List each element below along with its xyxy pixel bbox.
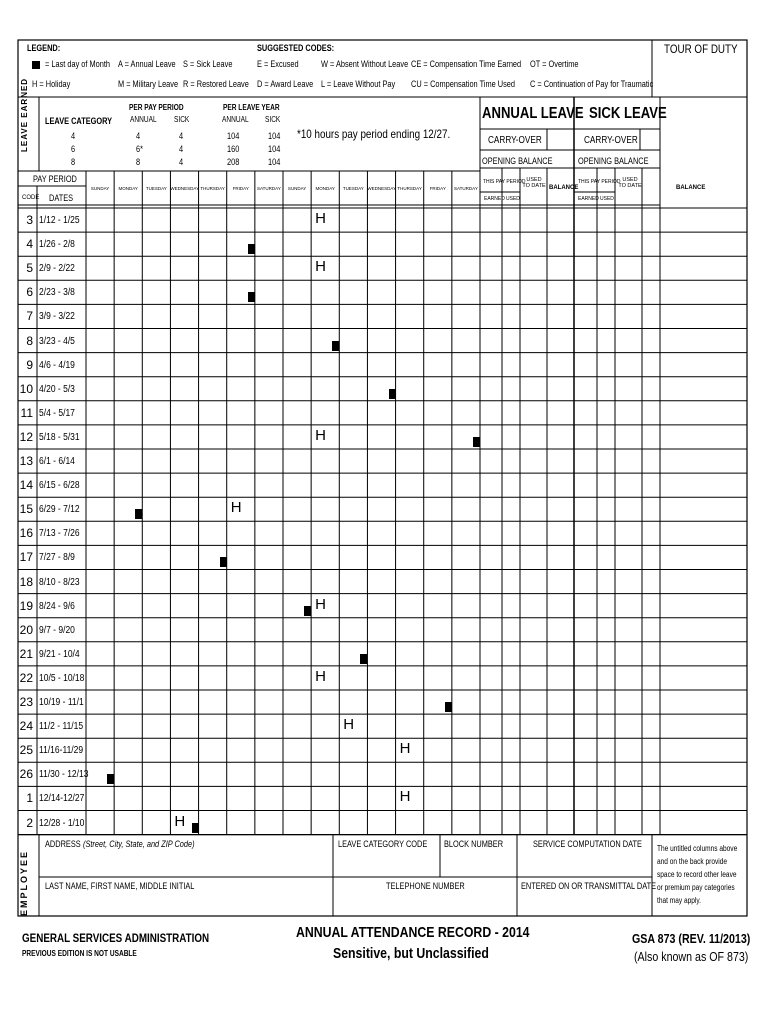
annual-opening-balance-label: OPENING BALANCE: [482, 156, 553, 166]
row-code: 14: [19, 478, 33, 493]
leave-earned-pp-annual: 8: [136, 157, 141, 167]
last-day-of-month-mark: [360, 654, 367, 664]
row-code: 25: [19, 743, 33, 758]
last-day-of-month-mark: [248, 244, 255, 254]
row-dates: 12/28 - 1/10: [39, 817, 85, 829]
row-dates: 11/16-11/29: [39, 745, 84, 757]
annual-earned-header: EARNED: [484, 196, 505, 202]
day-header: MONDAY: [315, 186, 335, 191]
code-item: C = Continuation of Pay for Traumatic: [530, 79, 654, 89]
annual-this-pay-period: THIS PAY PERIOD: [483, 179, 526, 185]
row-code: 20: [19, 622, 33, 637]
code-item: W = Absent Without Leave: [321, 59, 409, 69]
row-code: 13: [19, 454, 33, 468]
leave-earned-pp-sick: 4: [179, 131, 184, 141]
legend-item: S = Sick Leave: [183, 59, 233, 69]
row-code: 6: [26, 285, 33, 300]
day-header: TUESDAY: [145, 186, 167, 191]
leave-earned-ly-sick: 104: [268, 144, 281, 154]
day-header: SUNDAY: [287, 186, 307, 191]
leave-earned-ly-annual: 104: [227, 131, 240, 141]
row-code: 18: [19, 574, 33, 589]
row-dates: 11/30 - 12/13: [39, 769, 89, 781]
day-header: MONDAY: [118, 186, 138, 191]
holiday-mark: H: [315, 667, 326, 685]
leave-category-code-label: LEAVE CATEGORY CODE: [338, 839, 428, 849]
row-dates: 5/18 - 5/31: [39, 431, 80, 443]
legend-item: A = Annual Leave: [118, 59, 176, 69]
day-header: THURSDAY: [397, 186, 422, 191]
annual-leave-title: ANNUAL LEAVE: [482, 105, 584, 122]
ly-annual-header: ANNUAL: [222, 115, 249, 124]
row-dates: 6/15 - 6/28: [39, 480, 80, 492]
last-day-of-month-mark: [192, 823, 199, 833]
holiday-mark: H: [399, 788, 411, 806]
agency-name: GENERAL SERVICES ADMINISTRATION: [22, 931, 210, 945]
day-header: WEDNESDAY: [367, 186, 397, 191]
row-code: 17: [19, 550, 33, 565]
row-dates: 9/21 - 10/4: [39, 648, 80, 660]
row-code: 7: [26, 309, 33, 324]
holiday-mark: H: [315, 426, 326, 444]
row-dates: 2/9 - 2/22: [39, 263, 75, 275]
per-leave-year-header: PER LEAVE YEAR: [223, 103, 280, 112]
row-dates: 5/4 - 5/17: [39, 407, 75, 419]
row-dates: 1/12 - 1/25: [39, 215, 80, 226]
leave-earned-side-label: LEAVE EARNED: [20, 77, 29, 152]
form-aka: (Also known as OF 873): [634, 949, 749, 964]
row-dates: 10/19 - 11/1: [39, 697, 84, 708]
holiday-mark: H: [315, 210, 326, 227]
row-code: 8: [26, 333, 33, 348]
holiday-mark: H: [315, 258, 326, 276]
form-number: GSA 873 (REV. 11/2013): [632, 931, 751, 946]
last-day-of-month-mark: [445, 702, 452, 712]
sick-used-header: USED: [600, 196, 614, 202]
row-code: 16: [19, 526, 33, 541]
holiday-mark: H: [174, 812, 186, 830]
pp-annual-header: ANNUAL: [130, 115, 157, 124]
row-code: 22: [19, 670, 33, 685]
legend-title: LEGEND:: [27, 43, 61, 53]
telephone-label: TELEPHONE NUMBER: [386, 881, 465, 891]
holiday-mark: H: [315, 595, 326, 613]
annual-used-to-date-header: USED TO DATE: [522, 177, 546, 189]
row-code: 21: [19, 646, 33, 661]
row-dates: 11/2 - 11/15: [39, 721, 84, 733]
per-pay-period-header: PER PAY PERIOD: [129, 103, 184, 112]
row-dates: 7/27 - 8/9: [39, 552, 75, 564]
row-dates: 4/20 - 5/3: [39, 383, 75, 395]
legend-item: = Last day of Month: [45, 59, 111, 69]
holiday-mark: H: [343, 716, 355, 734]
form-title: ANNUAL ATTENDANCE RECORD - 2014: [296, 924, 530, 941]
row-code: 5: [26, 261, 33, 276]
leave-earned-ly-sick: 104: [268, 157, 281, 167]
block-number-label: BLOCK NUMBER: [444, 839, 504, 849]
row-dates: 6/1 - 6/14: [39, 456, 75, 467]
day-header: WEDNESDAY: [170, 186, 200, 191]
code-header: CODE: [22, 195, 40, 201]
row-code: 1: [26, 791, 33, 806]
legend-item: H = Holiday: [32, 79, 71, 89]
row-code: 11: [20, 405, 33, 420]
last-day-of-month-mark: [389, 389, 396, 399]
day-header: SUNDAY: [90, 186, 110, 191]
leave-earned-category: 6: [71, 144, 76, 154]
leave-earned-pp-annual: 6*: [136, 144, 143, 154]
row-dates: 10/5 - 10/18: [39, 672, 85, 684]
employee-side-label: EMPLOYEE: [19, 849, 29, 916]
row-code: 19: [19, 598, 33, 613]
previous-edition-note: PREVIOUS EDITION IS NOT USABLE: [22, 949, 137, 958]
leave-earned-ly-annual: 208: [227, 157, 240, 167]
row-code: 9: [26, 357, 33, 372]
code-item: E = Excused: [257, 59, 299, 69]
row-dates: 12/14-12/27: [39, 793, 85, 805]
address-label: ADDRESS: [45, 839, 81, 849]
row-code: 10: [19, 381, 33, 396]
code-item: CU = Compensation Time Used: [411, 79, 515, 89]
service-date-label: SERVICE COMPUTATION DATE: [533, 839, 642, 849]
last-day-of-month-mark: [304, 606, 311, 616]
row-dates: 9/7 - 9/20: [39, 624, 75, 636]
address-hint: (Street, City, State, and ZIP Code): [83, 839, 195, 849]
ly-sick-header: SICK: [265, 115, 281, 124]
row-dates: 7/13 - 7/26: [39, 528, 80, 540]
pay-period-header: PAY PERIOD: [33, 174, 77, 184]
sick-carry-over-label: CARRY-OVER: [584, 135, 638, 146]
row-dates: 8/10 - 8/23: [39, 576, 80, 588]
leave-earned-category: 4: [71, 131, 76, 141]
day-header: SATURDAY: [453, 186, 478, 191]
last-day-of-month-mark: [332, 341, 339, 351]
row-code: 26: [19, 767, 33, 782]
tour-of-duty-label: TOUR OF DUTY: [664, 42, 738, 56]
row-dates: 3/23 - 4/5: [39, 335, 75, 347]
leave-earned-pp-annual: 4: [136, 131, 141, 141]
holiday-mark: H: [399, 740, 411, 758]
code-item: CE = Compensation Time Earned: [411, 59, 522, 69]
last-day-of-month-mark: [473, 437, 480, 447]
row-code: 24: [19, 719, 33, 734]
last-day-of-month-mark: [135, 509, 142, 519]
code-item: D = Award Leave: [257, 79, 314, 89]
row-dates: 6/29 - 7/12: [39, 504, 80, 516]
leave-earned-ly-sick: 104: [268, 131, 281, 141]
row-code: 2: [26, 815, 33, 830]
row-code: 23: [19, 695, 33, 709]
last-day-of-month-mark: [107, 774, 114, 784]
row-dates: 2/23 - 3/8: [39, 287, 75, 299]
holiday-mark: H: [230, 499, 242, 517]
name-label: LAST NAME, FIRST NAME, MIDDLE INITIAL: [45, 881, 195, 891]
day-header: FRIDAY: [232, 186, 249, 191]
annual-balance-header: BALANCE: [549, 185, 579, 191]
sick-earned-header: EARNED: [578, 196, 599, 202]
row-code: 4: [26, 237, 33, 252]
sick-balance-header: BALANCE: [676, 185, 706, 191]
row-dates: 8/24 - 9/6: [39, 600, 75, 612]
pp-sick-header: SICK: [174, 115, 190, 124]
sick-this-pay-period: THIS PAY PERIOD: [578, 179, 621, 185]
sick-leave-title: SICK LEAVE: [589, 105, 667, 122]
leave-earned-pp-sick: 4: [179, 157, 184, 167]
row-dates: 1/26 - 2/8: [39, 239, 75, 251]
day-header: SATURDAY: [256, 186, 281, 191]
legend-item: M = Military Leave: [118, 79, 179, 89]
code-item: OT = Overtime: [530, 59, 579, 69]
suggested-codes-title: SUGGESTED CODES:: [257, 43, 335, 53]
ten-hours-note: *10 hours pay period ending 12/27.: [297, 127, 451, 141]
sick-opening-balance-label: OPENING BALANCE: [578, 156, 649, 166]
day-header: THURSDAY: [200, 186, 225, 191]
annual-carry-over-label: CARRY-OVER: [488, 135, 542, 146]
sick-used-to-date-header: USED TO DATE: [618, 177, 642, 189]
last-day-square-icon: [32, 61, 40, 69]
code-item: L = Leave Without Pay: [321, 79, 396, 89]
leave-category-header: LEAVE CATEGORY: [45, 116, 113, 126]
dates-header: DATES: [49, 193, 74, 203]
last-day-of-month-mark: [220, 557, 227, 567]
day-header: FRIDAY: [429, 186, 446, 191]
row-dates: 4/6 - 4/19: [39, 359, 75, 371]
day-header: TUESDAY: [342, 186, 364, 191]
row-code: 3: [26, 213, 33, 227]
row-code: 12: [19, 429, 33, 444]
annual-used-header: USED: [506, 196, 520, 202]
row-dates: 3/9 - 3/22: [39, 311, 75, 323]
entered-date-label: ENTERED ON OR TRANSMITTAL DATE: [521, 881, 657, 891]
form-subtitle: Sensitive, but Unclassified: [333, 945, 489, 962]
legend-item: R = Restored Leave: [183, 79, 249, 89]
last-day-of-month-mark: [248, 292, 255, 302]
row-code: 15: [19, 502, 33, 517]
leave-earned-pp-sick: 4: [179, 144, 184, 154]
leave-earned-category: 8: [71, 157, 76, 167]
leave-earned-ly-annual: 160: [227, 144, 240, 154]
